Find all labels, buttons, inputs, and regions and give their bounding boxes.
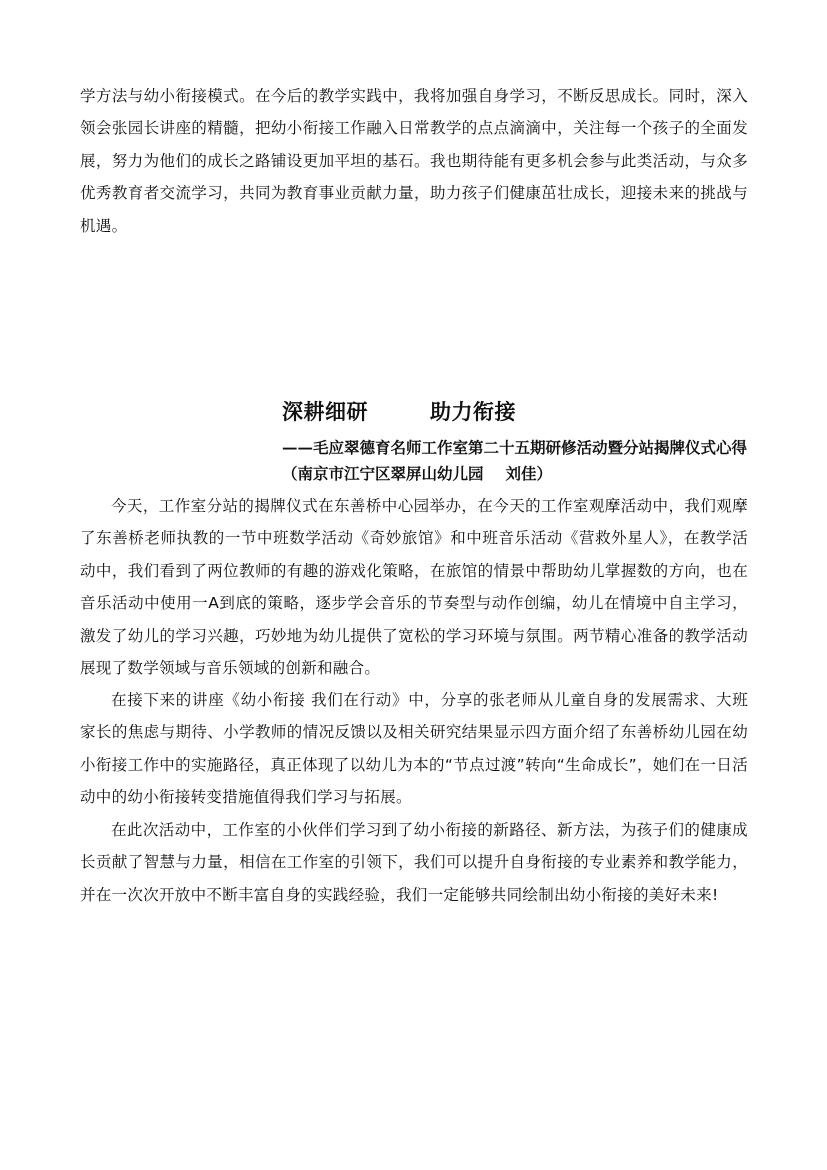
author-name: 刘佳） [505, 464, 553, 483]
author-org: （南京市江宁区翠屏山幼儿园 [282, 464, 484, 483]
article-title [282, 396, 516, 426]
article-title-part2: 助力衔接 [430, 399, 516, 424]
article-subtitle: ——毛应翠德育名师工作室第二十五期研修活动暨分站揭牌仪式心得 [281, 438, 747, 457]
article-title-part1: 深耕细研 [282, 399, 368, 424]
body-paragraph-1: 今天，工作室分站的揭牌仪式在东善桥中心园举办，在今天的工作室观摩活动中，我们观摩了东善桥老师执教的一节中班数学活动《奇妙旅馆》和中班音乐活动《营救外星人》，在教学活动中，我们看到了两位教师的有趣的游戏化策略，在旅馆的情景中帮助幼儿掌握数的方向，也在音乐活动中使用一A到底的策略，逐步学会音乐的节奏型与动作创编，幼儿在情境中自主学习，激发了幼儿的学习兴趣，巧妙地为幼儿提供了宽松的学习环境与氛围。两节精心准备的教学活动展现了数学领域与音乐领域的创新和融合。 [80, 497, 748, 678]
body-paragraph-2: 在接下来的讲座《幼小衔接 我们在行动》中，分享的张老师从儿童自身的发展需求、大班家长的焦虑与期待、小学教师的情况反馈以及相关研究结果显示四方面介绍了东善桥幼儿园在幼小衔接工作中的实施路径，真正体现了以幼儿为本的“节点过渡”转向“生命成长”，她们在一日活动中的幼小衔接转变措施值得我们学习与拓展。 [80, 691, 748, 807]
body-paragraph-3: 在此次活动中，工作室的小伙伴们学习到了幼小衔接的新路径、新方法，为孩子们的健康成长贡献了智慧与力量，相信在工作室的引领下，我们可以提升自身衔接的专业素养和教学能力，并在一次次开放中不断丰富自身的实践经验，我们一定能够共同绘制出幼小衔接的美好未来! [80, 821, 748, 904]
intro-paragraph: 学方法与幼小衔接模式。在今后的教学实践中，我将加强自身学习，不断反思成长。同时，深入领会张园长讲座的精髓，把幼小衔接工作融入日常教学的点点滴滴中，关注每一个孩子的全面发展，努力为他们的成长之路铺设更加平坦的基石。我也期待能有更多机会参与此类活动，与众多优秀教育者交流学习，共同为教育事业贡献力量，助力孩子们健康茁壮成长，迎接未来的挑战与机遇。 [80, 87, 748, 235]
article-author [282, 462, 552, 484]
